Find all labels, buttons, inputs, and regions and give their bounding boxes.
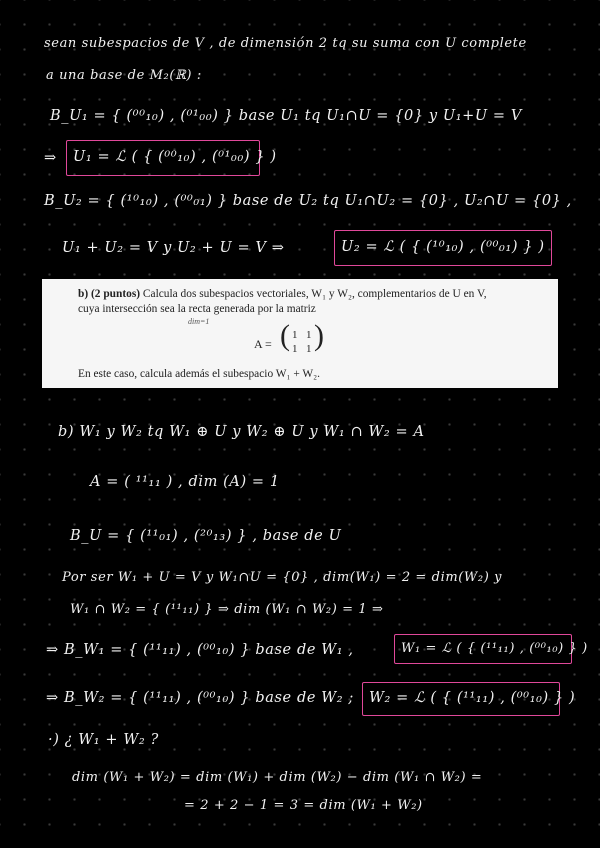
note-b-8: ·) ¿ W₁ + W₂ ? <box>48 732 159 748</box>
exercise-label: b) <box>78 288 89 300</box>
matrix-cell: 1 <box>292 343 298 355</box>
box-u2-text: U₂ = ℒ ( { (¹⁰₁₀) , (⁰⁰₀₁) } ) <box>341 239 545 255</box>
note-b-5: W₁ ∩ W₂ = { (¹¹₁₁) } ⇒ dim (W₁ ∩ W₂) = 1 ⇒ <box>70 602 384 617</box>
matrix-cell: 1 <box>292 329 298 341</box>
note-b-6: ⇒ B_W₁ = { (¹¹₁₁) , (⁰⁰₁₀) } base de W₁ , <box>46 642 354 658</box>
note-line-5: U₁ + U₂ = V y U₂ + U = V ⇒ <box>62 240 285 256</box>
exercise-text-1: Calcula dos subespacios vectoriales, W₁ y W₂, complementarios de U en V, <box>142 288 487 300</box>
exercise-annotation: dim=1 <box>188 317 210 326</box>
matrix-left-bracket: ( <box>280 319 290 352</box>
note-b-1: b) W₁ y W₂ tq W₁ ⊕ U y W₂ ⊕ U y W₁ ∩ W₂ = A <box>58 424 425 440</box>
matrix-cell: 1 <box>306 329 312 341</box>
highlight-box-w2 <box>362 682 576 716</box>
note-b-2: A = ( ¹¹₁₁ ) , dim (A) = 1 <box>90 474 280 490</box>
matrix-label: A = <box>254 337 272 351</box>
exercise-line-1 <box>78 288 487 300</box>
note-b-4: Por ser W₁ + U = V y W₁∩U = {0} , dim(W₁) = 2 = dim(W₂) y <box>62 570 503 585</box>
box-w1-text: W₁ = ℒ ( { (¹¹₁₁) , (⁰⁰₁₀) } ) <box>401 641 588 656</box>
note-b-7: ⇒ B_W₂ = { (¹¹₁₁) , (⁰⁰₁₀) } base de W₂ ; <box>46 690 354 706</box>
note-line-1: sean subespacios de V , de dimensión 2 tq su suma con U complete <box>44 36 527 51</box>
exercise-statement <box>42 279 558 388</box>
matrix-right-bracket: ) <box>314 319 324 352</box>
note-line-3: B_U₁ = { (⁰⁰₁₀) , (⁰¹₀₀) } base U₁ tq U₁∩U = {0} y U₁+U = V <box>50 108 522 124</box>
highlight-box-w1 <box>394 634 588 664</box>
exercise-text-3: En este caso, calcula además el subespacio W₁ + W₂. <box>78 368 320 380</box>
highlight-box-u2 <box>334 230 552 266</box>
note-line-2: a una base de M₂(ℝ) : <box>46 68 202 83</box>
note-b-9: dim (W₁ + W₂) = dim (W₁) + dim (W₂) − dim (W₁ ∩ W₂) = <box>72 770 483 785</box>
box-u1-text: U₁ = ℒ ( { (⁰⁰₁₀) , (⁰¹₀₀) } ) <box>73 149 277 165</box>
exercise-points: (2 puntos) <box>91 288 141 300</box>
note-b-10: = 2 + 2 − 1 = 3 = dim (W₁ + W₂) <box>184 798 423 813</box>
box-w2-text: W₂ = ℒ ( { (¹¹₁₁) , (⁰⁰₁₀) } ) <box>369 690 576 706</box>
implies-arrow: ⇒ <box>44 150 57 166</box>
matrix-a <box>280 319 324 359</box>
exercise-text-2: cuya intersección sea la recta generada por la matriz <box>78 303 316 315</box>
highlight-box-u1 <box>66 140 277 176</box>
note-line-4: B_U₂ = { (¹⁰₁₀) , (⁰⁰₀₁) } base de U₂ tq U₁∩U₂ = {0} , U₂∩U = {0} , <box>44 193 572 209</box>
matrix-cell: 1 <box>306 343 312 355</box>
note-b-3: B_U = { (¹¹₀₁) , (²⁰₁₃) } , base de U <box>70 528 342 544</box>
